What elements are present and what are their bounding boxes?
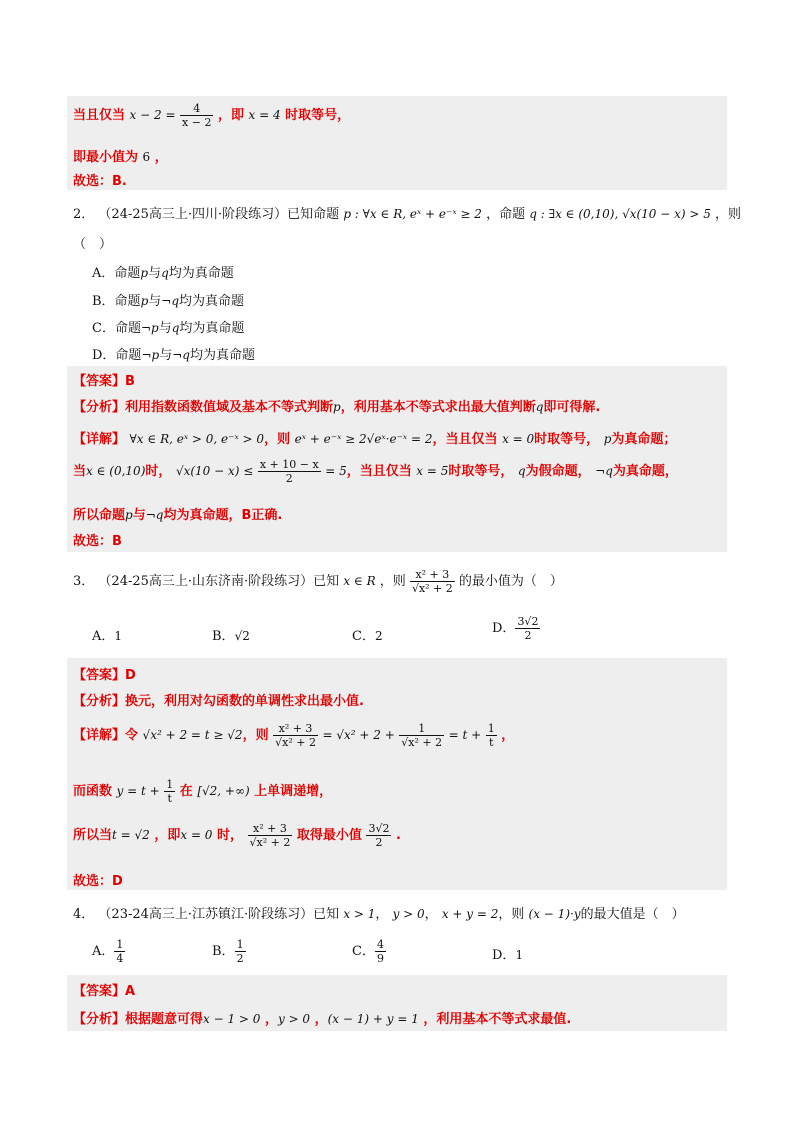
fraction: $\frac{\text{x² + 3}}{\text{√x² + 2}}$: [411, 568, 453, 595]
q3-option-a: A．1: [92, 629, 123, 644]
answer-label: 【答案】D: [73, 668, 136, 683]
question-source: （23-24高三上·江苏镇江·阶段练习）已知: [98, 907, 340, 922]
detail-line-1: 【详解】令 √x² + 2 = t ≥ √2，则 $\frac{\text{x² + 3}}{\text{√x² + 2}}$ = √x² + 2 + $\frac{1}{\text{√x² + 2}}$ = t + $\frac{1}{t}$ ，: [73, 722, 515, 749]
choose-line: 故选：B.: [73, 174, 127, 189]
q4-option-b: B． $\frac{1}{2}$: [212, 938, 244, 965]
math: 6: [142, 150, 151, 164]
text: 当且仅当: [73, 108, 126, 123]
q3-option-d: D． $\frac{3√2}{2}$: [492, 615, 539, 642]
math: x − 2 =: [129, 108, 176, 122]
question-number: 4．: [73, 907, 95, 922]
q2-paren: （ ）: [73, 237, 113, 252]
q2-stem: [73, 203, 741, 222]
question-number: 3．: [73, 574, 95, 589]
q3-answer-block: [67, 658, 727, 890]
detail-line-2: 当x ∈ (0,10)时， √x(10 − x) ≤ $\frac{x + 10 - x}{2}$ = 5，当且仅当 x = 5时取等号， q为假命题， ¬q为真命题，: [73, 458, 678, 485]
q4-answer-block: [67, 975, 727, 1031]
math: x ∈ R: [343, 574, 376, 588]
equality-line: [73, 102, 350, 129]
q4-option-c: C． $\frac{4}{9}$: [352, 938, 384, 965]
answer-label: 【答案】A: [73, 984, 136, 999]
q2-answer-block: [67, 366, 727, 552]
math: q : ∃x ∈ (0,10), √x(10 − x) > 5: [529, 207, 711, 221]
choose-line: 故选：B: [73, 534, 122, 549]
choose-line: 故选：D: [73, 874, 123, 889]
q3-option-c: C．2: [352, 629, 383, 644]
q2-option-d: D．命题¬p与¬q均为真命题: [92, 348, 255, 363]
text: ，: [154, 150, 168, 165]
analysis-line: 【分析】利用指数函数值域及基本不等式判断p，利用基本不等式求出最大值判断q即可得解.: [73, 400, 601, 415]
q2-option-b: B．命题p与¬q均为真命题: [92, 294, 245, 309]
analysis-line: 【分析】根据题意可得x − 1 > 0 ，y > 0 ，(x − 1) + y = 1 ，利用基本不等式求最值.: [73, 1012, 572, 1027]
q3-stem: 3． （24-25高三上·山东济南·阶段练习）已知 x ∈ R ，则 $\frac{\text{x² + 3}}{\text{√x² + 2}}$ 的最小值为（ ）: [73, 568, 563, 595]
answer-label: 【答案】B: [73, 374, 135, 389]
text: ，即: [218, 108, 245, 123]
text: 时取等号，: [285, 108, 351, 123]
question-source: （24-25高三上·四川·阶段练习）已知命题: [98, 207, 340, 222]
q4-option-d: D．1: [492, 948, 524, 963]
question-source: （24-25高三上·山东济南·阶段练习）已知: [98, 574, 340, 589]
analysis-line: 【分析】换元，利用对勾函数的单调性求出最小值.: [73, 694, 364, 709]
question-number: 2．: [73, 207, 95, 222]
math: p : ∀x ∈ R, eˣ + e⁻ˣ ≥ 2: [343, 207, 482, 221]
fraction: $\frac{4}{x - 2}$: [182, 102, 212, 129]
fraction: $\frac{x + 10 - x}{2}$: [259, 458, 319, 485]
text: ，命题: [486, 207, 526, 222]
q4-option-a: A． $\frac{1}{4}$: [92, 938, 124, 965]
detail-line-3: 所以命题p与¬q均为真命题，B正确.: [73, 508, 283, 523]
detail-line-3: 所以当t = √2 ，即x = 0 时， $\frac{\text{x² + 3}}{\text{√x² + 2}}$ 取得最小值 $\frac{3√2}{2}$ .: [73, 822, 401, 849]
q2-option-c: C．命题¬p与q均为真命题: [92, 321, 245, 336]
min-value-line: [73, 146, 168, 165]
math: x = 4: [248, 108, 281, 122]
q3-option-b: B．√2: [212, 629, 250, 644]
text: ，则: [715, 207, 742, 222]
q2-option-a: A．命题p与q均为真命题: [92, 266, 234, 281]
text: 即最小值为: [73, 150, 139, 165]
prev-answer-block: [67, 96, 727, 190]
detail-line-1: 【详解】 ∀x ∈ R, eˣ > 0, e⁻ˣ > 0，则 eˣ + e⁻ˣ ≥ 2√eˣ·e⁻ˣ = 2，当且仅当 x = 0时取等号， p为真命题；: [73, 432, 677, 447]
q4-stem: 4． （23-24高三上·江苏镇江·阶段练习）已知 x > 1， y > 0， x + y = 2，则 (x − 1)·y的最大值是（ ）: [73, 907, 685, 922]
detail-line-2: 而函数 y = t + $\frac{1}{t}$ 在 [√2, +∞) 上单调递增，: [73, 778, 333, 805]
